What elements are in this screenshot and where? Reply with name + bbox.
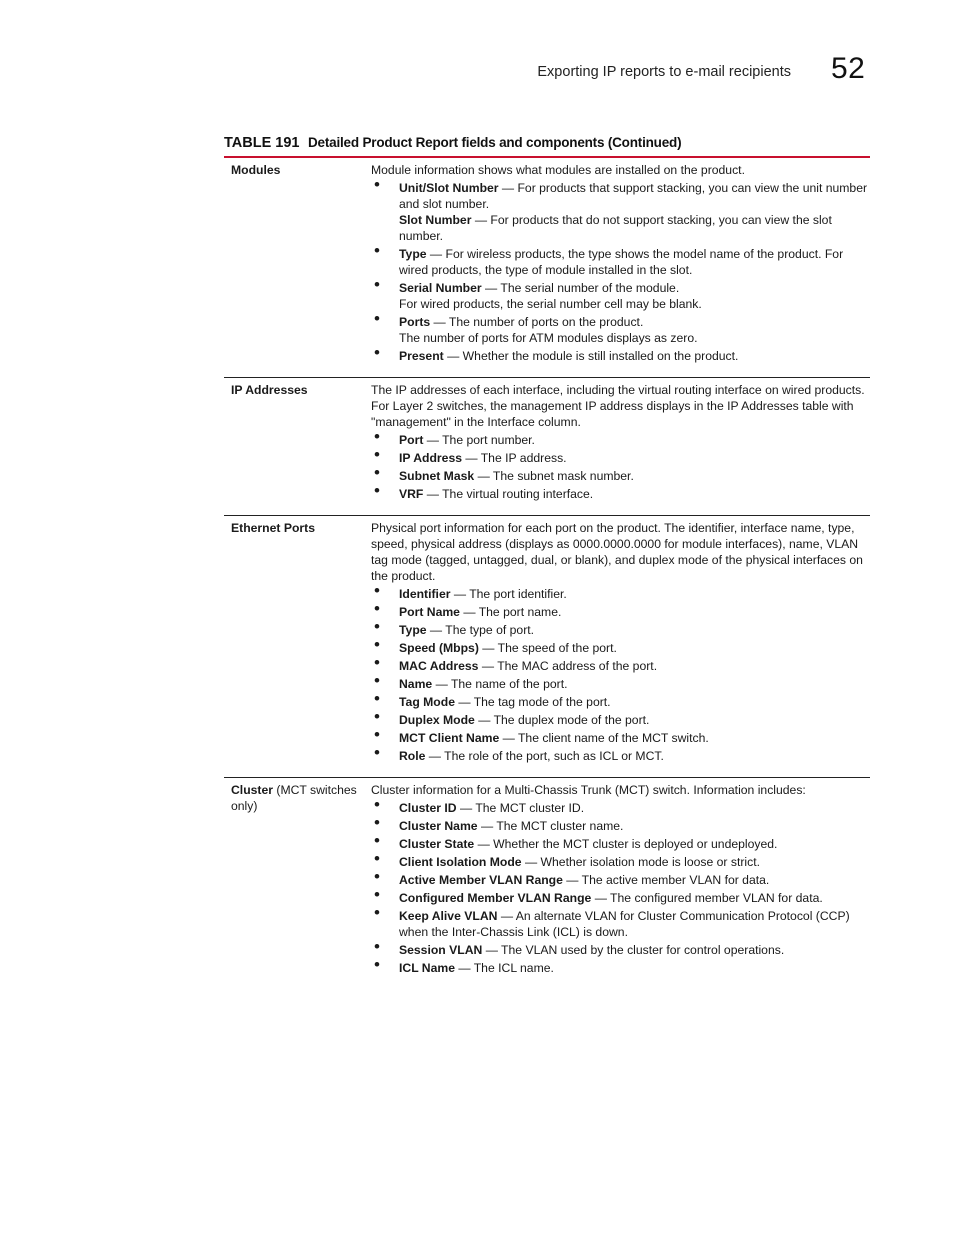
list-item (371, 486, 870, 502)
list-item (371, 836, 870, 852)
item-term: Cluster Name (399, 819, 478, 833)
list-item (371, 280, 870, 312)
item-text: — The ICL name. (455, 961, 554, 975)
list-item (371, 854, 870, 870)
field-name: Modules (231, 163, 281, 177)
item-text: — The MAC address of the port. (478, 659, 658, 673)
item-term: Role (399, 749, 426, 763)
item-text: — The MCT cluster ID. (456, 801, 585, 815)
item-term: Type (399, 623, 427, 637)
item-subtext-body: For wired products, the serial number cell may be blank. (399, 297, 702, 311)
item-term: Cluster ID (399, 801, 457, 815)
table-row (224, 158, 870, 378)
table-caption (224, 135, 870, 151)
list-item (371, 694, 870, 710)
item-term: Tag Mode (399, 695, 455, 709)
item-term: Port Name (399, 605, 460, 619)
list-item (371, 432, 870, 448)
list-item (371, 748, 870, 764)
list-item (371, 872, 870, 888)
bullet-list (371, 432, 870, 502)
list-item (371, 960, 870, 976)
description-cell (371, 520, 870, 766)
item-term: IP Address (399, 451, 462, 465)
item-text: — The virtual routing interface. (423, 487, 594, 501)
item-text: — The name of the port. (432, 677, 568, 691)
item-text: — The VLAN used by the cluster for control operations. (482, 943, 785, 957)
item-term: MCT Client Name (399, 731, 500, 745)
item-term: Keep Alive VLAN (399, 909, 498, 923)
bullet-list (371, 586, 870, 764)
item-text: — The IP address. (462, 451, 567, 465)
list-item (371, 468, 870, 484)
list-item (371, 800, 870, 816)
fields-table (224, 158, 870, 989)
list-item (371, 890, 870, 906)
table-tag: TABLE 191 (224, 135, 300, 151)
item-text: — Whether the module is still installed on the product. (443, 349, 739, 363)
item-term: Identifier (399, 587, 451, 601)
field-name-cell (224, 520, 371, 766)
item-term: Duplex Mode (399, 713, 475, 727)
list-item (371, 586, 870, 602)
item-text: — The subnet mask number. (474, 469, 634, 483)
bullet-list (371, 800, 870, 976)
item-term: Port (399, 433, 424, 447)
item-term: Active Member VLAN Range (399, 873, 563, 887)
list-item (371, 730, 870, 746)
item-subtext-body: — For products that do not support stacking, you can view the slot number. (399, 213, 832, 243)
running-header-title: Exporting IP reports to e-mail recipients (537, 64, 791, 80)
item-subtext (399, 296, 870, 312)
item-text: — The configured member VLAN for data. (591, 891, 823, 905)
item-term: Name (399, 677, 433, 691)
table-row (224, 378, 870, 516)
item-text: — The speed of the port. (478, 641, 617, 655)
item-text: — The duplex mode of the port. (474, 713, 650, 727)
list-item (371, 908, 870, 940)
item-term: Ports (399, 315, 431, 329)
list-item (371, 712, 870, 728)
list-item (371, 658, 870, 674)
table-row (224, 516, 870, 778)
field-note: (MCT switches only) (231, 783, 357, 813)
item-text: — For products that support stacking, you can view the unit number and slot number. (399, 181, 868, 211)
list-item (371, 246, 870, 278)
item-term: Serial Number (399, 281, 482, 295)
list-item (371, 348, 870, 364)
field-name: Ethernet Ports (231, 521, 315, 535)
item-term: Speed (Mbps) (399, 641, 479, 655)
field-name-cell (224, 382, 371, 504)
item-subtext (399, 330, 870, 346)
description-intro: Module information shows what modules are installed on the product. (371, 163, 745, 177)
field-name: Cluster (231, 783, 273, 797)
item-subtext-body: The number of ports for ATM modules displays as zero. (399, 331, 698, 345)
item-text: — The port identifier. (450, 587, 567, 601)
description-intro: The IP addresses of each interface, including the virtual routing interface on wired products. For Layer 2 switches, the management IP address displays in the IP Addresses table with "management" in the Interface column. (371, 383, 865, 429)
item-term: Configured Member VLAN Range (399, 891, 592, 905)
item-term: Type (399, 247, 427, 261)
item-term: VRF (399, 487, 424, 501)
item-term: ICL Name (399, 961, 455, 975)
item-text: — Whether the MCT cluster is deployed or undeployed. (474, 837, 778, 851)
item-text: — The active member VLAN for data. (562, 873, 770, 887)
description-cell (371, 382, 870, 504)
list-item (371, 818, 870, 834)
item-subterm: Slot Number (399, 213, 472, 227)
item-text: — The port number. (423, 433, 535, 447)
list-item (371, 450, 870, 466)
item-text: — The serial number of the module. (481, 281, 680, 295)
chapter-number: 52 (831, 52, 866, 85)
item-text: — The type of port. (426, 623, 535, 637)
list-item (371, 314, 870, 346)
item-term: Session VLAN (399, 943, 483, 957)
item-subtext (399, 212, 870, 244)
item-text: — The tag mode of the port. (454, 695, 611, 709)
item-text: — For wireless products, the type shows the model name of the product. For wired products, the type of module installed in the slot. (399, 247, 844, 277)
item-text: — Whether isolation mode is loose or strict. (521, 855, 760, 869)
list-item (371, 180, 870, 244)
item-term: Cluster State (399, 837, 475, 851)
field-name: IP Addresses (231, 383, 308, 397)
item-text: — The role of the port, such as ICL or MCT. (425, 749, 664, 763)
item-text: — The client name of the MCT switch. (499, 731, 709, 745)
list-item (371, 942, 870, 958)
item-text: — An alternate VLAN for Cluster Communication Protocol (CCP) when the Inter-Chassis Link (ICL) is down. (399, 909, 850, 939)
item-term: Client Isolation Mode (399, 855, 522, 869)
list-item (371, 622, 870, 638)
field-name-cell (224, 162, 371, 366)
table-title: Detailed Product Report fields and components (Continued) (308, 135, 682, 150)
item-term: Subnet Mask (399, 469, 475, 483)
field-name-cell (224, 782, 371, 978)
list-item (371, 676, 870, 692)
item-term: Present (399, 349, 444, 363)
item-text: — The number of ports on the product. (430, 315, 644, 329)
list-item (371, 640, 870, 656)
item-term: Unit/Slot Number (399, 181, 499, 195)
item-text: — The MCT cluster name. (477, 819, 624, 833)
list-item (371, 604, 870, 620)
description-intro: Physical port information for each port on the product. The identifier, interface name, type, speed, physical address (displays as 0000.0000.0000 for module interfaces), name, VLAN tag mode (tagged, untagged, dual, or blank), and duplex mode of the physical interfaces on the product. (371, 521, 863, 583)
description-intro: Cluster information for a Multi-Chassis Trunk (MCT) switch. Information includes: (371, 783, 806, 797)
table-row (224, 778, 870, 989)
item-term: MAC Address (399, 659, 479, 673)
description-cell (371, 162, 870, 366)
item-text: — The port name. (459, 605, 562, 619)
bullet-list (371, 180, 870, 364)
description-cell (371, 782, 870, 978)
